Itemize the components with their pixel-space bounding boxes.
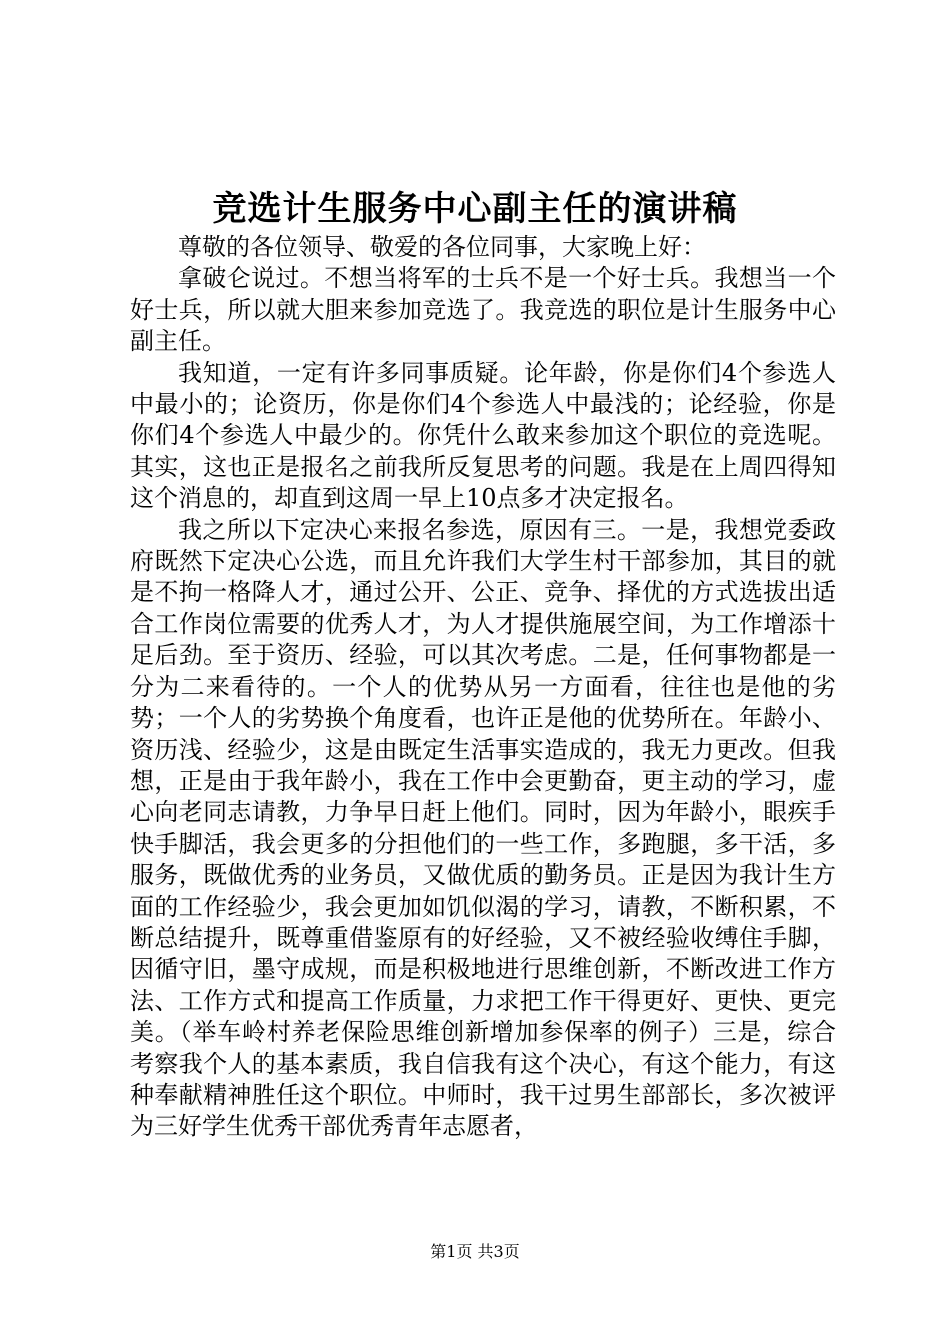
document-title: 竞选计生服务中心副主任的演讲稿: [212, 189, 738, 229]
body-paragraph: 拿破仑说过。不想当将军的士兵不是一个好士兵。我想当一个好士兵，所以就大胆来参加竞选了。我竞选的职位是计生服务中心副主任。: [130, 264, 836, 356]
document-body: [130, 232, 836, 1143]
body-paragraph: 我知道，一定有许多同事质疑。论年龄，你是你们4个参选人中最小的；论资历，你是你们4个参选人中最浅的；论经验，你是你们4个参选人中最少的。你凭什么敢来参加这个职位的竞选呢。其实，这也正是报名之前我所反复思考的问题。我是在上周四得知这个消息的，却直到这周一早上10点多才决定报名。: [130, 358, 836, 513]
greeting-paragraph: 尊敬的各位领导、敬爱的各位同事，大家晚上好：: [178, 233, 706, 261]
page-footer: 第1页 共3页: [430, 1242, 520, 1261]
body-paragraph: 我之所以下定决心来报名参选，原因有三。一是，我想党委政府既然下定决心公选，而且允许我们大学生村干部参加，其目的就是不拘一格降人才，通过公开、公正、竞争、择优的方式选拔出适合工作岗位需要的优秀人才，为人才提供施展空间，为工作增添十足后劲。至于资历、经验，可以其次考虑。二是，任何事物都是一分为二来看待的。一个人的优势从另一方面看，往往也是他的劣势；一个人的劣势换个角度看，也许正是他的优势所在。年龄小、资历浅、经验少，这是由既定生活事实造成的，我无力更改。但我想，正是由于我年龄小，我在工作中会更勤奋，更主动的学习，虚心向老同志请教，力争早日赶上他们。同时，因为年龄小，眼疾手快手脚活，我会更多的分担他们的一些工作，多跑腿，多干活，多服务，既做优秀的业务员，又做优质的勤务员。正是因为我计生方面的工作经验少，我会更加如饥似渴的学习，请教，不断积累，不断总结提升，既尊重借鉴原有的好经验，又不被经验收缚住手脚，因循守旧，墨守成规，而是积极地进行思维创新，不断改进工作方法、工作方式和提高工作质量，力求把工作干得更好、更快、更完美。（举车岭村养老保险思维创新增加参保率的例子）三是，综合考察我个人的基本素质，我自信我有这个决心，有这个能力，有这种奉献精神胜任这个职位。中师时，我干过男生部部长，多次被评为三好学生优秀干部优秀青年志愿者，: [130, 515, 836, 1141]
